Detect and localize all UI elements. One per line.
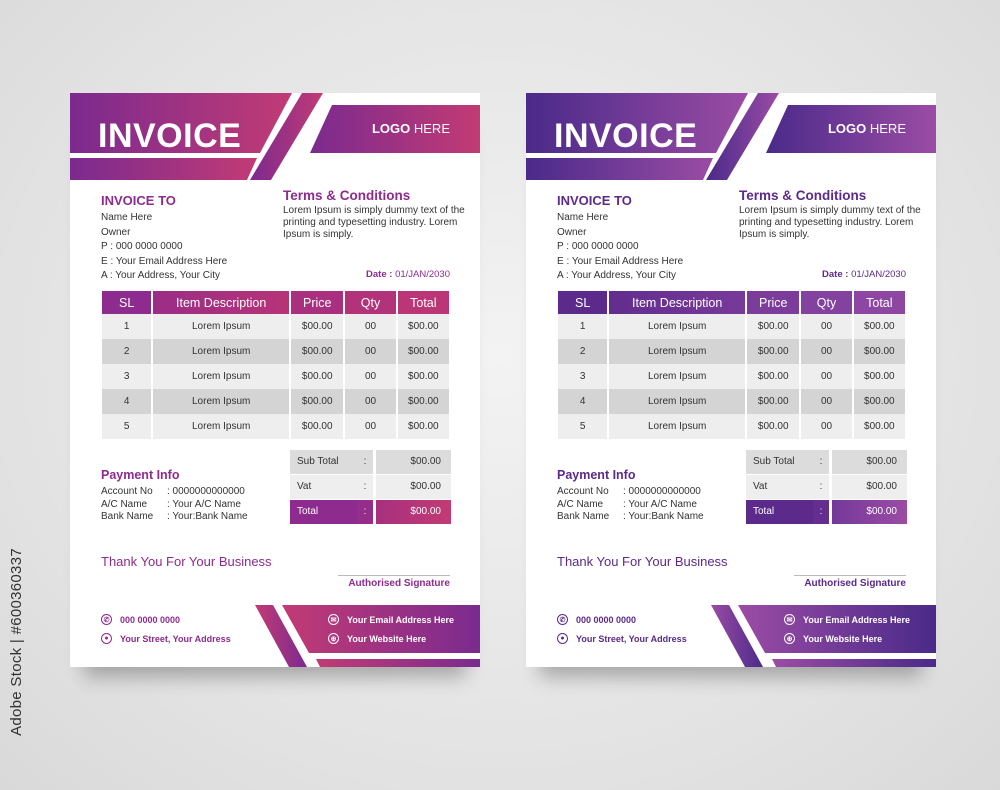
invoice-sheet-left [70, 93, 480, 667]
footer-email-text: Your Email Address Here [347, 614, 455, 625]
vat-row [746, 475, 907, 499]
invoice-to-heading: INVOICE TO [101, 193, 176, 208]
items-table [556, 291, 907, 439]
subtotal-colon: : [357, 450, 373, 474]
cell-total: $00.00 [854, 339, 905, 364]
subtotal-value: $00.00 [832, 450, 907, 474]
date-value: 01/JAN/2030 [395, 269, 450, 280]
footer-phone [101, 614, 180, 625]
logo-placeholder [828, 121, 906, 136]
table-row [558, 339, 905, 364]
cell-total: $00.00 [854, 364, 905, 389]
globe-icon: ⊕ [784, 633, 795, 644]
cell-sl: 4 [102, 389, 151, 414]
cell-sl: 3 [102, 364, 151, 389]
subtotal-colon: : [813, 450, 829, 474]
cell-qty: 00 [345, 389, 395, 414]
total-value: $00.00 [376, 500, 451, 524]
footer-website-text: Your Website Here [803, 633, 883, 644]
thank-you-text: Thank You For Your Business [101, 554, 272, 569]
invoice-sheet-right [526, 93, 936, 667]
terms-heading: Terms & Conditions [739, 188, 867, 203]
cell-total: $00.00 [398, 339, 449, 364]
table-row [102, 339, 449, 364]
total-row [746, 500, 907, 524]
client-phone: P : 000 0000 0000 [557, 241, 639, 252]
cell-total: $00.00 [854, 314, 905, 339]
col-header-total: Total [854, 291, 905, 314]
cell-sl: 3 [558, 364, 607, 389]
subtotal-row [290, 450, 451, 474]
authorised-signature: Authorised Signature [348, 578, 450, 589]
vat-row [290, 475, 451, 499]
total-label: Total [746, 500, 813, 524]
cell-qty: 00 [801, 414, 851, 439]
bank-name-value: : Your:Bank Name [167, 511, 248, 522]
date-value: 01/JAN/2030 [851, 269, 906, 280]
table-row [558, 389, 905, 414]
cell-description: Lorem Ipsum [609, 364, 745, 389]
cell-sl: 5 [102, 414, 151, 439]
table-row [102, 389, 449, 414]
subtotal-value: $00.00 [376, 450, 451, 474]
total-colon: : [813, 500, 829, 524]
cell-total: $00.00 [854, 414, 905, 439]
cell-description: Lorem Ipsum [609, 314, 745, 339]
email-icon: ✉ [328, 614, 339, 625]
cell-sl: 4 [558, 389, 607, 414]
col-header-sl: SL [102, 291, 151, 314]
vat-label: Vat [290, 475, 357, 499]
date-label: Date : [366, 269, 393, 280]
cell-description: Lorem Ipsum [153, 339, 289, 364]
cell-description: Lorem Ipsum [153, 414, 289, 439]
invoice-title: INVOICE [98, 117, 242, 155]
footer-address-text: Your Street, Your Address [120, 633, 231, 644]
table-row [102, 364, 449, 389]
account-no-value: : 0000000000000 [623, 486, 701, 497]
client-email: E : Your Email Address Here [557, 255, 684, 267]
table-row [558, 414, 905, 439]
vat-value: $00.00 [832, 475, 907, 499]
cell-qty: 00 [801, 389, 851, 414]
table-row [558, 364, 905, 389]
authorised-signature: Authorised Signature [804, 578, 906, 589]
cell-total: $00.00 [854, 389, 905, 414]
cell-sl: 1 [102, 314, 151, 339]
ac-name-value: : Your A/C Name [623, 498, 697, 510]
client-address: A : Your Address, Your City [557, 270, 676, 281]
cell-price: $00.00 [291, 414, 343, 439]
subtotal-label: Sub Total [290, 450, 357, 474]
footer-phone-text: 000 0000 0000 [576, 614, 637, 625]
bank-name-label: Bank Name [557, 511, 610, 522]
total-label: Total [290, 500, 357, 524]
cell-total: $00.00 [398, 389, 449, 414]
footer-email [328, 614, 454, 625]
col-header-description: Item Description [153, 291, 289, 314]
cell-price: $00.00 [291, 389, 343, 414]
payment-info-heading: Payment Info [101, 468, 180, 482]
invoice-title: INVOICE [554, 117, 698, 155]
thank-you-text: Thank You For Your Business [557, 554, 728, 569]
payment-info-details [101, 486, 248, 524]
table-header-row [102, 291, 449, 314]
invoice-date [822, 269, 906, 280]
invoice-date [366, 269, 450, 280]
footer-address-text: Your Street, Your Address [576, 633, 687, 644]
items-table [100, 291, 451, 439]
vat-value: $00.00 [376, 475, 451, 499]
client-address: A : Your Address, Your City [101, 270, 220, 281]
col-header-description: Item Description [609, 291, 745, 314]
cell-qty: 00 [345, 314, 395, 339]
terms-heading: Terms & Conditions [283, 188, 411, 203]
cell-total: $00.00 [398, 414, 449, 439]
cell-qty: 00 [801, 314, 851, 339]
client-role: Owner [557, 226, 587, 238]
cell-price: $00.00 [291, 314, 343, 339]
col-header-sl: SL [558, 291, 607, 314]
account-no-label: Account No [101, 486, 153, 497]
subtotal-row [746, 450, 907, 474]
footer-website [784, 633, 882, 644]
table-row [102, 414, 449, 439]
email-icon: ✉ [784, 614, 795, 625]
vat-label: Vat [746, 475, 813, 499]
footer-address [557, 633, 687, 644]
bank-name-value: : Your:Bank Name [623, 511, 704, 522]
col-header-qty: Qty [345, 291, 395, 314]
cell-price: $00.00 [747, 414, 799, 439]
cell-description: Lorem Ipsum [609, 414, 745, 439]
logo-light-text: HERE [413, 121, 450, 136]
cell-qty: 00 [801, 364, 851, 389]
account-no-value: : 0000000000000 [167, 486, 245, 497]
terms-text: Lorem Ipsum is simply dummy text of the printing and typesetting industry. Lorem Ipsum is simply. [283, 205, 465, 240]
cell-sl: 1 [558, 314, 607, 339]
payment-info-heading: Payment Info [557, 468, 636, 482]
cell-price: $00.00 [291, 339, 343, 364]
logo-light-text: HERE [869, 121, 906, 136]
logo-placeholder [372, 121, 450, 136]
cell-sl: 5 [558, 414, 607, 439]
client-phone: P : 000 0000 0000 [101, 241, 183, 252]
account-no-label: Account No [557, 486, 609, 497]
vat-colon: : [357, 475, 373, 499]
footer-email-text: Your Email Address Here [803, 614, 911, 625]
cell-price: $00.00 [747, 314, 799, 339]
col-header-total: Total [398, 291, 449, 314]
invoice-to-details [101, 211, 227, 284]
cell-qty: 00 [345, 339, 395, 364]
cell-qty: 00 [801, 339, 851, 364]
col-header-price: Price [291, 291, 343, 314]
signature-line [794, 575, 906, 576]
phone-icon: ✆ [101, 614, 112, 625]
ac-name-label: A/C Name [557, 498, 604, 510]
cell-description: Lorem Ipsum [153, 314, 289, 339]
bank-name-label: Bank Name [101, 511, 154, 522]
logo-bold-text: LOGO [827, 121, 867, 136]
footer-email [784, 614, 910, 625]
client-role: Owner [101, 226, 131, 238]
cell-description: Lorem Ipsum [153, 364, 289, 389]
invoice-to-heading: INVOICE TO [557, 193, 632, 208]
cell-price: $00.00 [291, 364, 343, 389]
cell-sl: 2 [102, 339, 151, 364]
cell-total: $00.00 [398, 314, 449, 339]
cell-description: Lorem Ipsum [609, 339, 745, 364]
total-colon: : [357, 500, 373, 524]
client-email: E : Your Email Address Here [101, 255, 228, 267]
ac-name-value: : Your A/C Name [167, 498, 241, 510]
cell-price: $00.00 [747, 364, 799, 389]
client-name: Name Here [557, 212, 609, 223]
signature-line [338, 575, 450, 576]
phone-icon: ✆ [557, 614, 568, 625]
total-row [290, 500, 451, 524]
cell-sl: 2 [558, 339, 607, 364]
table-row [102, 314, 449, 339]
col-header-qty: Qty [801, 291, 851, 314]
total-value: $00.00 [832, 500, 907, 524]
date-label: Date : [822, 269, 849, 280]
location-pin-icon: ● [101, 633, 112, 644]
totals-block [746, 450, 907, 525]
table-header-row [558, 291, 905, 314]
vat-colon: : [813, 475, 829, 499]
globe-icon: ⊕ [328, 633, 339, 644]
invoice-to-details [557, 211, 683, 284]
ac-name-label: A/C Name [101, 498, 148, 510]
cell-price: $00.00 [747, 389, 799, 414]
stock-watermark-id: Adobe Stock | #600360337 [8, 548, 25, 736]
terms-text: Lorem Ipsum is simply dummy text of the printing and typesetting industry. Lorem Ipsum is simply. [739, 205, 921, 240]
cell-total: $00.00 [398, 364, 449, 389]
footer-phone-text: 000 0000 0000 [120, 614, 181, 625]
cell-price: $00.00 [747, 339, 799, 364]
footer-phone [557, 614, 636, 625]
footer-website-text: Your Website Here [347, 633, 427, 644]
footer-address [101, 633, 231, 644]
logo-bold-text: LOGO [371, 121, 411, 136]
subtotal-label: Sub Total [746, 450, 813, 474]
cell-qty: 00 [345, 364, 395, 389]
table-row [558, 314, 905, 339]
location-pin-icon: ● [557, 633, 568, 644]
cell-description: Lorem Ipsum [153, 389, 289, 414]
client-name: Name Here [101, 212, 153, 223]
totals-block [290, 450, 451, 525]
cell-description: Lorem Ipsum [609, 389, 745, 414]
cell-qty: 00 [345, 414, 395, 439]
payment-info-details [557, 486, 704, 524]
col-header-price: Price [747, 291, 799, 314]
footer-website [328, 633, 426, 644]
